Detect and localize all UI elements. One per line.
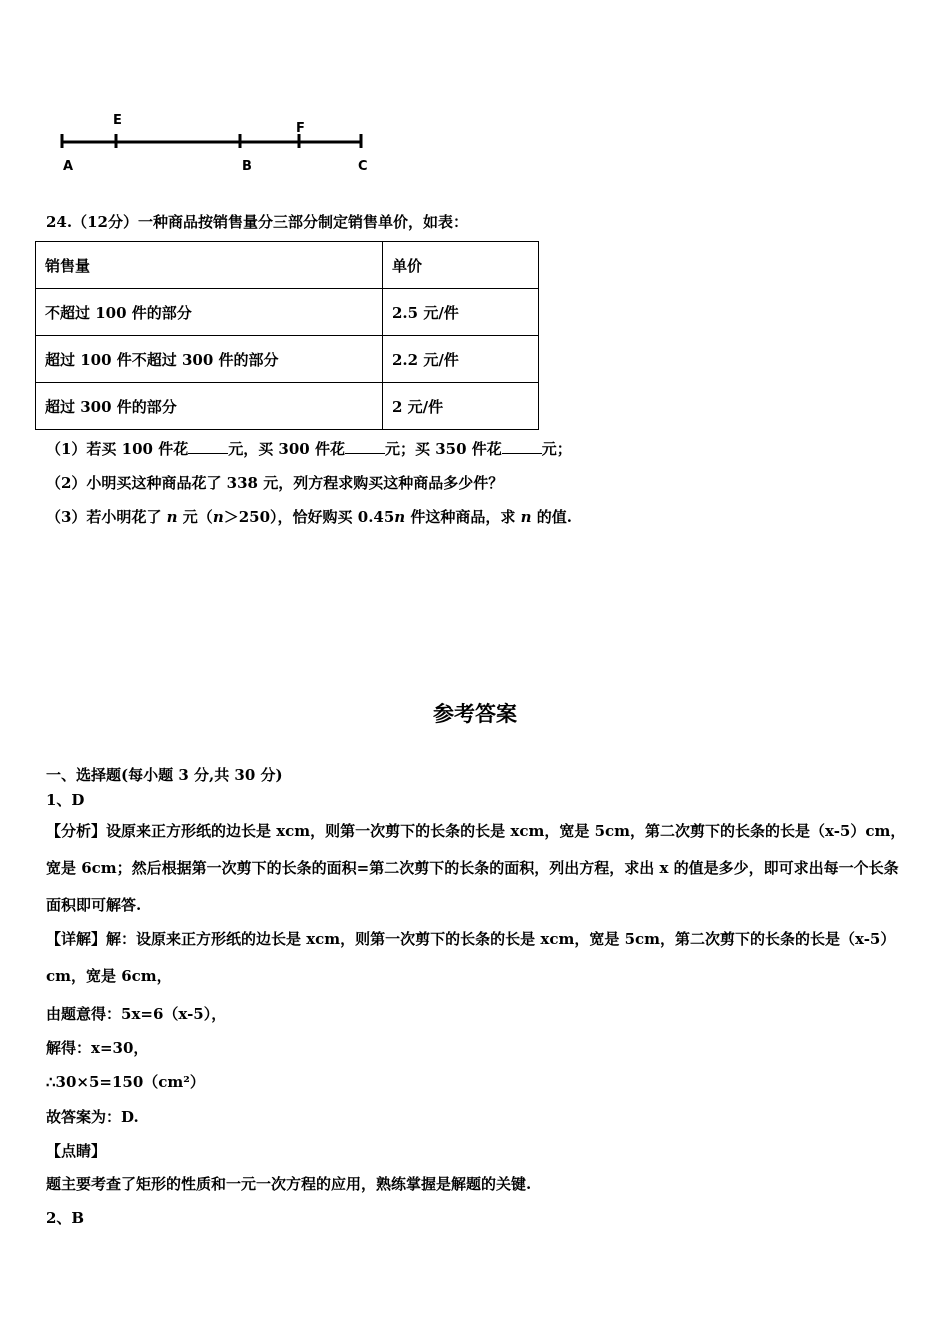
solution-line: 解得：x=30， bbox=[46, 1039, 149, 1057]
label-f: F bbox=[296, 121, 305, 136]
label-b: B bbox=[242, 159, 252, 174]
label-e: E bbox=[113, 113, 122, 128]
answer-2: 2、B bbox=[46, 1209, 85, 1227]
table-cell: 2 元/件 bbox=[383, 383, 539, 430]
table-cell: 2.5 元/件 bbox=[383, 289, 539, 336]
table-cell: 不超过 100 件的部分 bbox=[36, 289, 383, 336]
equation-line: 由题意得：5x=6（x-5）， bbox=[46, 1005, 227, 1023]
answer-blank bbox=[502, 439, 542, 454]
header-quantity: 销售量 bbox=[36, 242, 383, 289]
result-line: ∴30×5=150（cm²） bbox=[46, 1073, 205, 1091]
table-cell: 超过 300 件的部分 bbox=[36, 383, 383, 430]
header-unit-price: 单价 bbox=[383, 242, 539, 289]
remark-text: 题主要考查了矩形的性质和一元一次方程的应用，熟练掌握是解题的关键. bbox=[46, 1175, 532, 1193]
question-24-stem: 24.（12分）一种商品按销售量分三部分制定销售单价，如表： bbox=[46, 213, 468, 231]
label-a: A bbox=[63, 159, 74, 174]
answer-blank bbox=[188, 439, 228, 454]
question-24-part-2: （2）小明买这种商品花了 338 元，列方程求购买这种商品多少件？ bbox=[46, 474, 504, 492]
section-heading: 一、选择题(每小题 3 分,共 30 分) bbox=[46, 766, 283, 784]
table-cell: 2.2 元/件 bbox=[383, 336, 539, 383]
table-cell: 超过 100 件不超过 300 件的部分 bbox=[36, 336, 383, 383]
table-row bbox=[36, 289, 539, 336]
analysis-paragraph: 【分析】设原来正方形纸的边长是 xcm，则第一次剪下的长条的长是 xcm，宽是 5cm，第二次剪下的长条的长是（x-5）cm，宽是 6cm；然后根据第一次剪下的长条的面积=第二次剪下的长条的面积，列出方程，求出 x 的值是多少，即可求出每一个长条面积即可解答. bbox=[46, 822, 906, 914]
table-row bbox=[36, 383, 539, 430]
answers-title: 参考答案 bbox=[433, 702, 517, 726]
answer-blank bbox=[345, 439, 385, 454]
answer-1: 1、D bbox=[46, 791, 85, 809]
final-answer: 故答案为：D. bbox=[46, 1108, 139, 1126]
remark-label: 【点睛】 bbox=[46, 1142, 107, 1160]
table-row bbox=[36, 336, 539, 383]
label-c: C bbox=[358, 159, 368, 174]
price-table bbox=[35, 241, 539, 430]
segment-figure bbox=[55, 108, 385, 183]
detail-paragraph: 【详解】解：设原来正方形纸的边长是 xcm，则第一次剪下的长条的长是 xcm，宽是 5cm，第二次剪下的长条的长是（x-5）cm，宽是 6cm， bbox=[46, 930, 896, 985]
question-24-part-1: （1）若买 100 件花 元，买 300 件花 元；买 350 件花 元； bbox=[46, 440, 572, 458]
table-header-row bbox=[36, 242, 539, 289]
question-24-part-3: （3）若小明花了 n 元（n＞250），恰好购买 0.45n 件这种商品，求 n 的值. bbox=[46, 508, 573, 526]
